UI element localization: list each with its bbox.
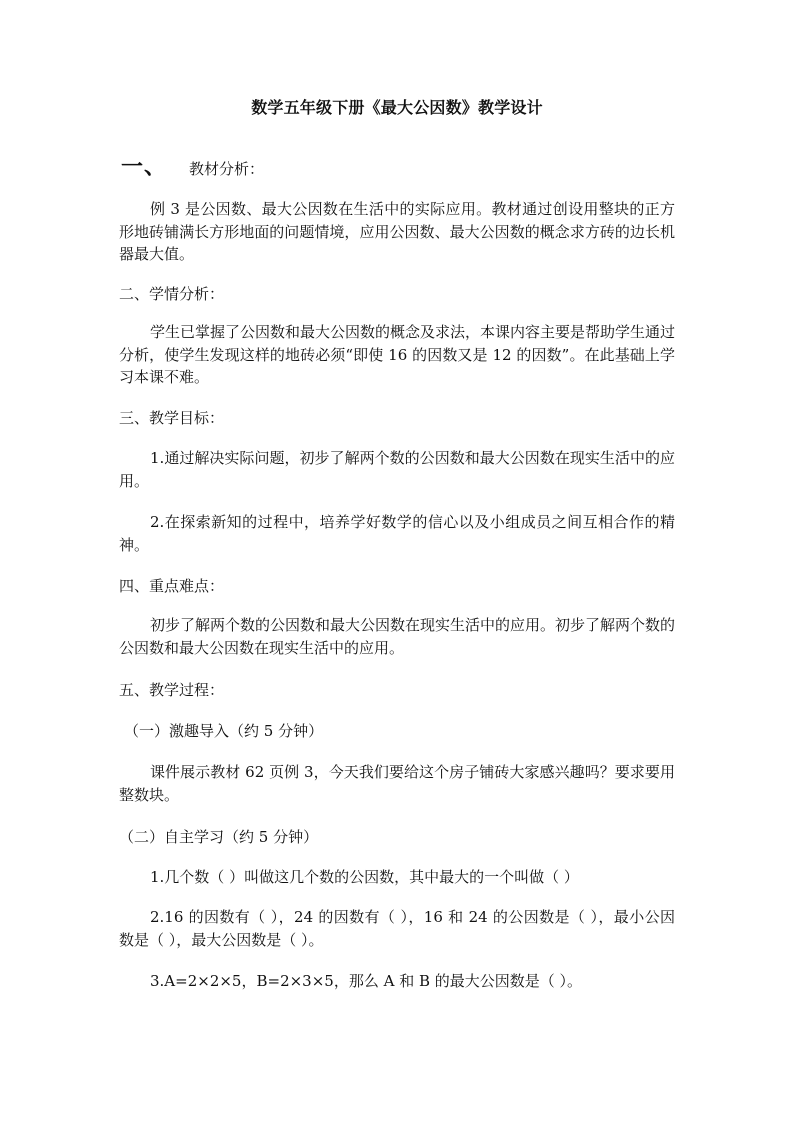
process-part-1-heading: （一）激趣导入（约 5 分钟） <box>124 722 324 740</box>
process-part-2-heading: （二）自主学习（约 5 分钟） <box>119 828 319 846</box>
process-part-1-paragraph: 课件展示教材 62 页例 3，今天我们要给这个房子铺砖大家感兴趣吗？要求要用整数块。 <box>119 763 675 804</box>
section-5-heading: 五、教学过程： <box>119 681 225 699</box>
section-4-paragraph: 初步了解两个数的公因数和最大公因数在现实生活中的应用。初步了解两个数的公因数和最大公因数在现实生活中的应用。 <box>119 616 676 657</box>
section-1-paragraph: 例 3 是公因数、最大公因数在生活中的实际应用。教材通过创设用整块的正方形地砖铺满长方形地面的问题情境，应用公因数、最大公因数的概念求方砖的边长机器最大值。 <box>119 200 675 263</box>
exercise-item-3: 3.A=2×2×5，B=2×3×5，那么 A 和 B 的最大公因数是（ ）。 <box>150 972 583 990</box>
exercise-item-1: 1.几个数（ ）叫做这几个数的公因数，其中最大的一个叫做（ ） <box>150 868 579 886</box>
section-2-heading: 二、学情分析： <box>119 285 225 303</box>
exercise-item-2: 2.16 的因数有（ ），24 的因数有（ ），16 和 24 的公因数是（ ），最小公因数是（ ），最大公因数是（ ）。 <box>119 908 675 949</box>
section-2-paragraph: 学生已掌握了公因数和最大公因数的概念及求法，本课内容主要是帮助学生通过分析，使学生发现这样的地砖必须“即使 16 的因数又是 12 的因数”。在此基础上学习本课不难。 <box>119 323 676 386</box>
section-1-title: 教材分析： <box>189 160 265 178</box>
goal-item-1: 1.通过解决实际问题，初步了解两个数的公因数和最大公因数在现实生活中的应用。 <box>119 449 675 490</box>
section-1-number: 一、 <box>121 154 168 180</box>
document-title: 数学五年级下册《最大公因数》教学设计 <box>251 98 543 117</box>
section-4-heading: 四、重点难点： <box>119 577 225 595</box>
section-1-heading <box>121 150 264 181</box>
goal-item-2: 2.在探索新知的过程中，培养学好数学的信心以及小组成员之间互相合作的精神。 <box>119 513 675 554</box>
section-3-heading: 三、教学目标： <box>119 409 225 427</box>
